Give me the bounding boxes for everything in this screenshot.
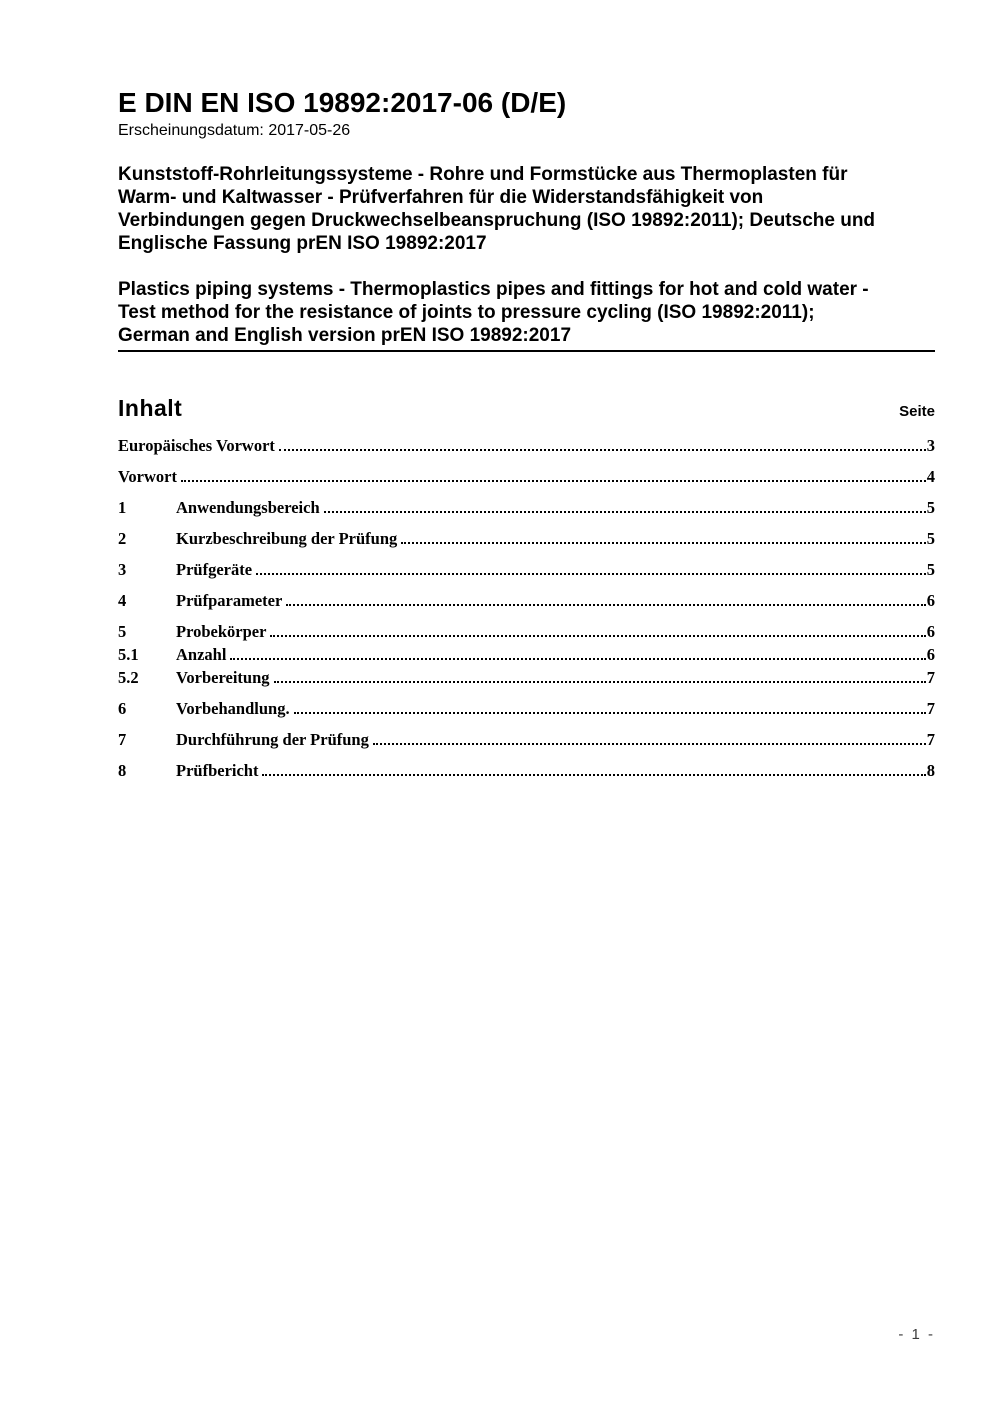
german-title xyxy=(118,163,935,255)
toc-dot-leader xyxy=(373,743,926,745)
toc-entry-label: Vorbehandlung. xyxy=(176,699,290,718)
toc-heading: Inhalt xyxy=(118,395,183,421)
toc-entry-label: Anzahl xyxy=(176,645,227,664)
toc-entry-label: Anwendungsbereich xyxy=(176,498,320,517)
toc-entry-page: 8 xyxy=(926,761,935,780)
title-line: Test method for the resistance of joints to pressure cycling (ISO 19892:2011); xyxy=(118,302,815,323)
toc-entry-number: 5.1 xyxy=(118,645,139,664)
toc-entry-label: Prüfparameter xyxy=(176,591,283,610)
toc-entry-number: 4 xyxy=(118,591,127,610)
title-line: Kunststoff-Rohrleitungssysteme - Rohre und Formstücke aus Thermoplasten für xyxy=(118,164,848,185)
toc-entry-label: Vorbereitung xyxy=(176,668,270,687)
publication-date-value: 2017-05-26 xyxy=(268,122,351,139)
toc-entry xyxy=(118,499,935,517)
title-line: Englische Fassung prEN ISO 19892:2017 xyxy=(118,233,487,254)
toc-entry-number: 5 xyxy=(118,622,127,641)
toc-dot-leader xyxy=(324,511,926,513)
toc-entry xyxy=(118,561,935,579)
english-title xyxy=(118,278,935,347)
title-divider xyxy=(118,350,935,352)
publication-date-label: Erscheinungsdatum: xyxy=(118,122,264,139)
toc-entry xyxy=(118,700,935,718)
title-line: German and English version prEN ISO 19892:2017 xyxy=(118,325,572,346)
toc-entry-label: Kurzbeschreibung der Prüfung xyxy=(176,529,398,548)
toc-dot-leader xyxy=(401,542,926,544)
toc-entry-page: 7 xyxy=(926,730,935,749)
toc-entry xyxy=(118,437,935,455)
title-line: Plastics piping systems - Thermoplastics pipes and fittings for hot and cold water - xyxy=(118,279,869,300)
toc-entry xyxy=(118,592,935,610)
toc-entry-label: Vorwort xyxy=(118,467,177,486)
toc-dot-leader xyxy=(274,681,926,683)
page-number: - 1 - xyxy=(898,1326,935,1343)
toc-entry-number: 3 xyxy=(118,560,127,579)
toc-page-column-label: Seite xyxy=(899,403,935,420)
toc-entry-label: Prüfgeräte xyxy=(176,560,253,579)
toc-dot-leader xyxy=(181,480,926,482)
toc-entry xyxy=(118,530,935,548)
toc-entry-number: 6 xyxy=(118,699,127,718)
toc-entry xyxy=(118,762,935,780)
toc-entry-page: 7 xyxy=(926,699,935,718)
page-footer xyxy=(898,1326,935,1343)
toc-dot-leader xyxy=(286,604,925,606)
toc-dot-leader xyxy=(270,635,925,637)
toc-entry-number: 7 xyxy=(118,730,127,749)
title-line: Verbindungen gegen Druckwechselbeanspruchung (ISO 19892:2011); Deutsche und xyxy=(118,210,876,231)
toc-entry-label: Europäisches Vorwort xyxy=(118,436,275,455)
toc-dot-leader xyxy=(279,449,926,451)
toc-entry xyxy=(118,646,935,664)
toc-entry xyxy=(118,669,935,687)
document-header xyxy=(118,88,935,140)
toc-entry-number: 2 xyxy=(118,529,127,548)
toc-entry-page: 7 xyxy=(926,668,935,687)
toc-entry-page: 5 xyxy=(926,529,935,548)
toc-entry-label: Prüfbericht xyxy=(176,761,259,780)
toc-entry-page: 3 xyxy=(926,436,935,455)
toc-entry-page: 6 xyxy=(926,645,935,664)
title-line: Warm- und Kaltwasser - Prüfverfahren für die Widerstandsfähigkeit von xyxy=(118,187,764,208)
toc-dot-leader xyxy=(262,774,925,776)
toc-entry xyxy=(118,468,935,486)
toc-entry-number: 8 xyxy=(118,761,127,780)
toc-dot-leader xyxy=(256,573,926,575)
toc-entry-page: 5 xyxy=(926,560,935,579)
toc-entry-page: 4 xyxy=(926,467,935,486)
toc-entry xyxy=(118,623,935,641)
toc-header xyxy=(118,396,935,420)
toc-entry-number: 5.2 xyxy=(118,668,139,687)
toc-dot-leader xyxy=(294,712,926,714)
document-title: E DIN EN ISO 19892:2017-06 (D/E) xyxy=(118,87,567,118)
toc-dot-leader xyxy=(230,658,925,660)
publication-date xyxy=(118,122,935,140)
toc-entry-page: 6 xyxy=(926,591,935,610)
toc-entry-label: Durchführung der Prüfung xyxy=(176,730,369,749)
toc-entry-page: 6 xyxy=(926,622,935,641)
toc-entry-page: 5 xyxy=(926,498,935,517)
toc-entry-number: 1 xyxy=(118,498,127,517)
toc-entry-label: Probekörper xyxy=(176,622,267,641)
toc-entry xyxy=(118,731,935,749)
table-of-contents xyxy=(118,437,935,780)
